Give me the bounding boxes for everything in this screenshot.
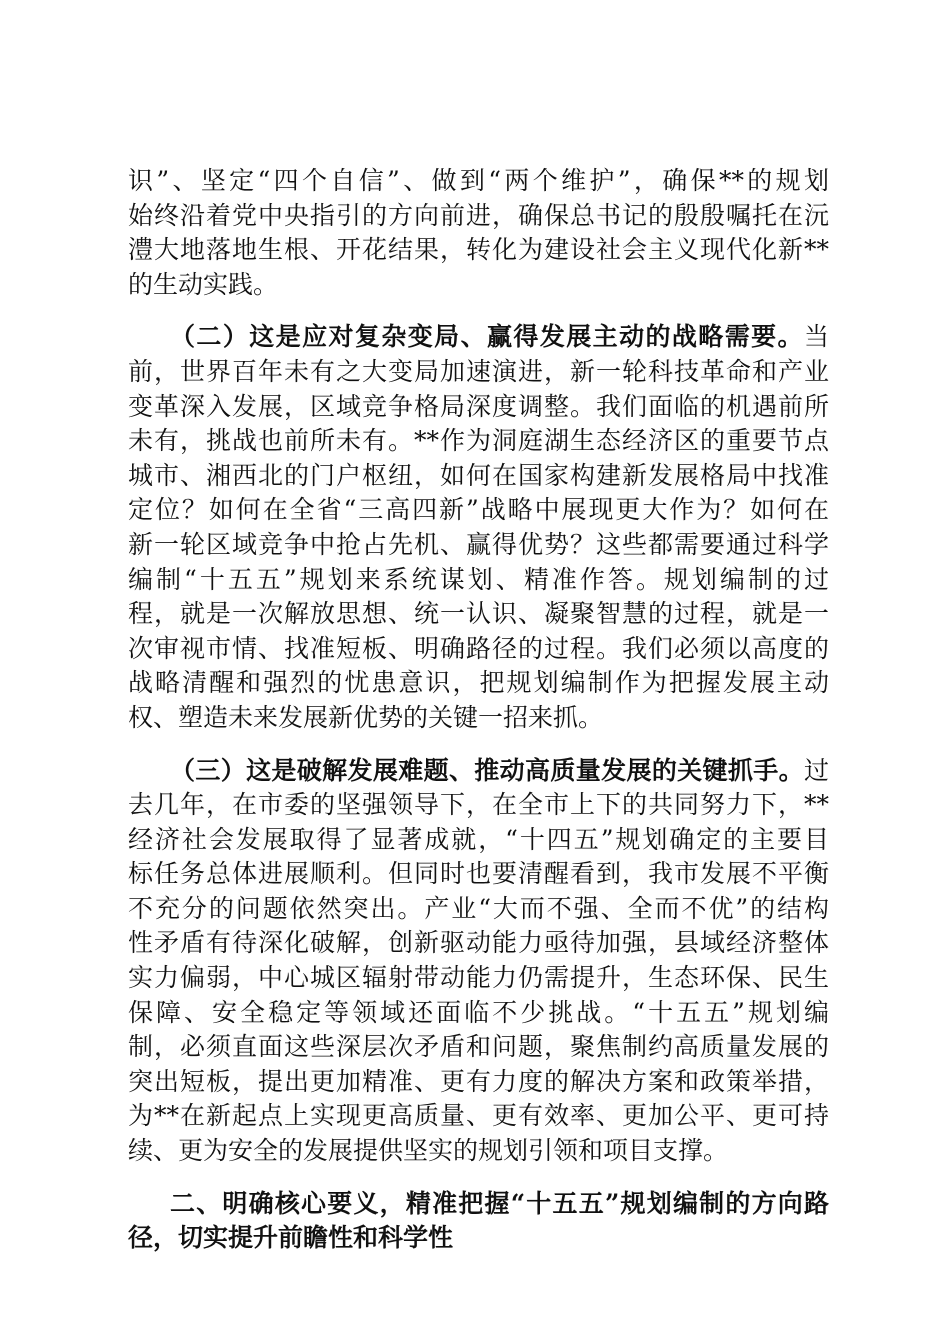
paragraph-3 [128,754,829,1169]
text-line: 标任务总体进展顺利。但同时也要清醒看到，我市发展不平衡 [128,859,829,889]
paragraph-heading: （三）这是破解发展难题、推动高质量发展的关键抓手。 [170,755,804,785]
text-line: 定位？如何在全省“三高四新”战略中展现更大作为？如何在 [128,495,829,525]
text-run: 过 [803,755,829,785]
text-line: 未有，挑战也前所未有。**作为洞庭湖生态经济区的重要节点 [128,426,829,456]
text-line: 制，必须直面这些深层次矛盾和问题，聚焦制约高质量发展的 [128,1032,829,1062]
text-line: 为**在新起点上实现更高质量、更有效率、更加公平、更可持 [128,1101,829,1131]
paragraph-1 [128,164,829,302]
text-line: 突出短板，提出更加精准、更有力度的解决方案和政策举措， [128,1066,829,1096]
text-line: 不充分的问题依然突出。产业“大而不强、全而不优”的结构 [128,893,829,923]
paragraph-2 [128,320,829,735]
section-heading [128,1187,829,1256]
text-line: 城市、湘西北的门户枢纽，如何在国家构建新发展格局中找准 [128,460,829,490]
text-line: 新一轮区域竞争中抢占先机、赢得优势？这些都需要通过科学 [128,529,829,559]
text-line: 保障、安全稳定等领域还面临不少挑战。“十五五”规划编 [128,997,829,1027]
text-line [128,754,829,789]
text-line: 前，世界百年未有之大变局加速演进，新一轮科技革命和产业 [128,356,829,386]
text-line: 的生动实践。 [128,269,279,299]
document-body [128,164,829,1256]
text-run: 当 [803,322,829,352]
heading-line: 二、明确核心要义，精准把握“十五五”规划编制的方向路 [170,1188,829,1218]
text-line: 实力偏弱，中心城区辐射带动能力仍需提升，生态环保、民生 [128,963,829,993]
text-line: 去几年，在市委的坚强领导下，在全市上下的共同努力下，** [128,790,829,820]
text-line: 次审视市情、找准短板、明确路径的过程。我们必须以高度的 [128,633,829,663]
paragraph-heading: （二）这是应对复杂变局、赢得发展主动的战略需要。 [170,322,804,352]
text-line: 编制“十五五”规划来系统谋划、精准作答。规划编制的过 [128,564,829,594]
text-line: 变革深入发展，区域竞争格局深度调整。我们面临的机遇前所 [128,391,829,421]
text-line: 权、塑造未来发展新优势的关键一招来抓。 [128,702,604,732]
text-line: 程，就是一次解放思想、统一认识、凝聚智慧的过程，就是一 [128,599,829,629]
text-line: 经济社会发展取得了显著成就，“十四五”规划确定的主要目 [128,824,829,854]
heading-line: 径，切实提升前瞻性和科学性 [128,1223,454,1253]
text-line: 始终沿着党中央指引的方向前进，确保总书记的殷殷嘱托在沅 [128,200,829,230]
text-line [128,320,829,355]
text-line: 战略清醒和强烈的忧患意识，把规划编制作为把握发展主动 [128,668,829,698]
text-line: 澧大地落地生根、开花结果，转化为建设社会主义现代化新** [128,235,829,265]
text-line: 续、更为安全的发展提供坚实的规划引领和项目支撑。 [128,1136,729,1166]
text-line: 识”、坚定“四个自信”、做到“两个维护”，确保**的规划 [128,166,829,195]
text-line: 性矛盾有待深化破解，创新驱动能力亟待加强，县域经济整体 [128,928,829,958]
